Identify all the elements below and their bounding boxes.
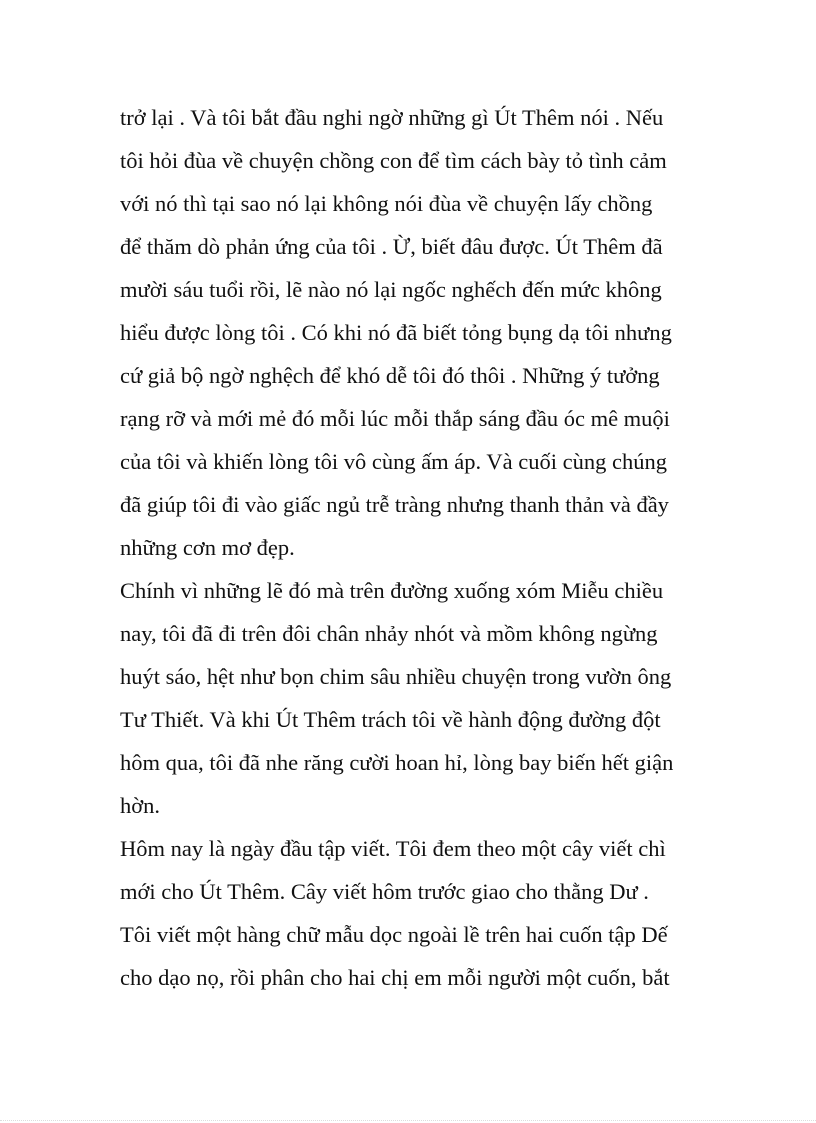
text-line: hôm qua, tôi đã nhe răng cười hoan hỉ, lòng bay biến hết giận: [120, 750, 674, 775]
text-line: mới cho Út Thêm. Cây viết hôm trước giao cho thằng Dư .: [120, 879, 649, 904]
text-line: cho dạo nọ, rồi phân cho hai chị em mỗi người một cuốn, bắt: [120, 965, 670, 990]
text-line: cứ giả bộ ngờ nghệch để khó dễ tôi đó thôi . Những ý tưởng: [120, 363, 660, 388]
text-line: huýt sáo, hệt như bọn chim sâu nhiều chuyện trong vườn ông: [120, 664, 672, 689]
text-line: trở lại . Và tôi bắt đầu nghi ngờ những gì Út Thêm nói . Nếu: [120, 105, 664, 130]
text-line: Tôi viết một hàng chữ mẫu dọc ngoài lề trên hai cuốn tập Dế: [120, 922, 668, 947]
page-bottom-rule: [0, 1120, 816, 1121]
text-line: đã giúp tôi đi vào giấc ngủ trễ tràng nhưng thanh thản và đầy: [120, 492, 669, 517]
text-line: Tư Thiết. Và khi Út Thêm trách tôi về hành động đường đột: [120, 707, 661, 732]
text-line: của tôi và khiến lòng tôi vô cùng ấm áp. Và cuối cùng chúng: [120, 449, 667, 474]
text-line: nay, tôi đã đi trên đôi chân nhảy nhót và mồm không ngừng: [120, 621, 658, 646]
text-line: với nó thì tại sao nó lại không nói đùa về chuyện lấy chồng: [120, 191, 653, 216]
text-line: để thăm dò phản ứng của tôi . Ừ, biết đâu được. Út Thêm đã: [120, 234, 663, 259]
text-line: Hôm nay là ngày đầu tập viết. Tôi đem theo một cây viết chì: [120, 836, 666, 861]
text-line: hờn.: [120, 793, 161, 818]
text-line: rạng rỡ và mới mẻ đó mỗi lúc mỗi thắp sáng đầu óc mê muội: [120, 406, 670, 431]
text-line: Chính vì những lẽ đó mà trên đường xuống xóm Miễu chiều: [120, 578, 664, 603]
text-line: mười sáu tuổi rồi, lẽ nào nó lại ngốc nghếch đến mức không: [120, 277, 662, 302]
body-text: [120, 96, 700, 999]
text-line: tôi hỏi đùa về chuyện chồng con để tìm cách bày tỏ tình cảm: [120, 148, 667, 173]
text-line: những cơn mơ đẹp.: [120, 535, 295, 560]
text-line: hiểu được lòng tôi . Có khi nó đã biết tỏng bụng dạ tôi nhưng: [120, 320, 672, 345]
